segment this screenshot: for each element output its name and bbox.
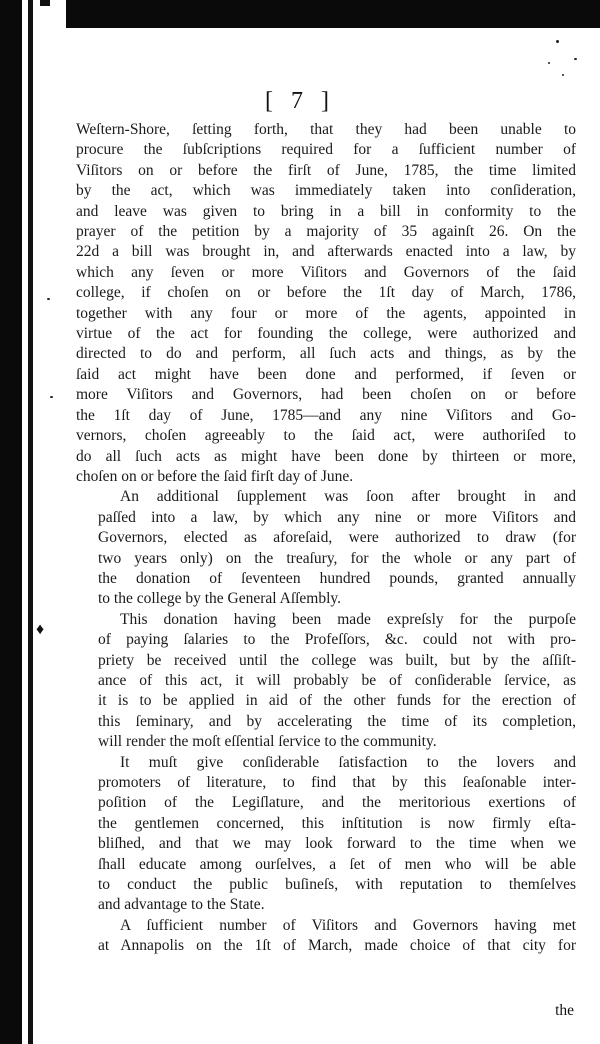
page-number: [ 7 ] [265,88,335,114]
scan-border-top [66,0,600,28]
text-line: more Viſitors and Governors, had been choſen on or before [76,386,576,404]
text-line: it is to be applied in aid of the other funds for the erection of [98,692,576,710]
text-line: do all ſuch acts as might have been done by thirteen or more, [76,447,576,465]
text-line: and advantage to the State. [98,896,265,914]
text-line: the donation of ſeventeen hundred pounds, granted annually [98,569,576,587]
text-line: 22d a bill was brought in, and afterwards enacted into a law, by [76,243,576,261]
text-line: this ſeminary, and by accelerating the time of its completion, [98,712,576,730]
scan-speck [562,74,564,76]
scan-speck [574,58,577,60]
scan-speck [556,40,559,43]
text-line: prayer of the petition by a majority of 35 againſt 26. On the [76,223,576,241]
text-line: by the act, which was immediately taken into conſideration, [76,182,576,200]
text-line: directed to do and perform, all ſuch acts and things, as by the [76,345,576,363]
text-line: two years only) on the treaſury, for the whole or any part of [98,549,576,567]
scan-border-top-left [40,0,50,6]
scan-border-left [0,0,22,1044]
paragraph [76,610,576,753]
text-line: A ſufficient number of Viſitors and Governors having met [120,916,576,934]
scan-border-left-inner [28,0,33,1044]
text-line: choſen on or before the ſaid firſt day of June. [76,467,354,485]
text-line: ſhall educate among ourſelves, a ſet of men who will be able [98,855,576,873]
catchword: the [555,1002,574,1019]
text-line: paſſed into a law, by which any nine or more Viſitors and [98,508,576,526]
scan-speck [50,396,53,398]
paragraph [76,487,576,609]
scan-speck [47,298,50,300]
text-line: which any ſeven or more Viſitors and Governors of the ſaid [76,263,576,281]
text-line: together with any four or more of the agents, appointed in [76,304,576,322]
text-line: of paying ſalaries to the Profeſſors, &c. could not with pro- [98,631,576,649]
text-line: the 1ſt day of June, 1785—and any nine Viſitors and Go- [76,406,576,424]
margin-mark: ♦ [36,621,45,638]
text-line: at Annapolis on the 1ſt of March, made choice of that city for [98,937,576,955]
text-line: Weſtern-Shore, ſetting forth, that they had been unable to [76,121,576,138]
text-line: Governors, elected as aforeſaid, were authorized to draw (for [98,529,576,547]
text-line: This donation having been made expreſsly for the purpoſe [120,610,576,628]
text-line: college, if choſen on or before the 1ſt day of March, 1786, [76,284,576,302]
paragraph [76,916,576,957]
text-line: to the college by the General Aſſembly. [98,590,342,608]
text-line: and leave was given to bring in a bill in conformity to the [76,202,576,220]
scan-speck [548,62,550,64]
paragraph [76,753,576,916]
text-line: priety be received until the college was built, but by the aſſiſt- [98,651,576,669]
text-line: the gentlemen concerned, this inſtitution is now firmly eſta- [98,814,576,832]
text-line: ance of this act, it will probably be of conſiderable ſervice, as [98,671,576,689]
text-line: bliſhed, and that we may look forward to the time when we [98,835,576,853]
text-line: procure the ſubſcriptions required for a ſufficient number of [76,141,576,159]
text-line: will render the moſt eſſential ſervice to the community. [98,733,437,751]
text-line: virtue of the act for founding the college, were authorized and [76,325,576,343]
body-text [76,120,576,957]
paragraph [76,120,576,487]
text-line: poſition of the Legiſlature, and the meritorious exertions of [98,794,576,812]
text-line: to conduct the public buſineſs, with reputation to themſelves [98,876,576,894]
text-line: ſaid act might have been done and performed, if ſeven or [76,365,576,383]
text-line: vernors, choſen agreeably to the ſaid act, were authoriſed to [76,427,576,445]
text-line: promoters of literature, to find that by this ſeaſonable inter- [98,774,576,791]
text-line: It muſt give conſiderable ſatisfaction to the lovers and [120,753,576,771]
text-line: Viſitors on or before the firſt of June, 1785, the time limited [76,161,576,179]
text-line: An additional ſupplement was ſoon after brought in and [120,488,576,506]
